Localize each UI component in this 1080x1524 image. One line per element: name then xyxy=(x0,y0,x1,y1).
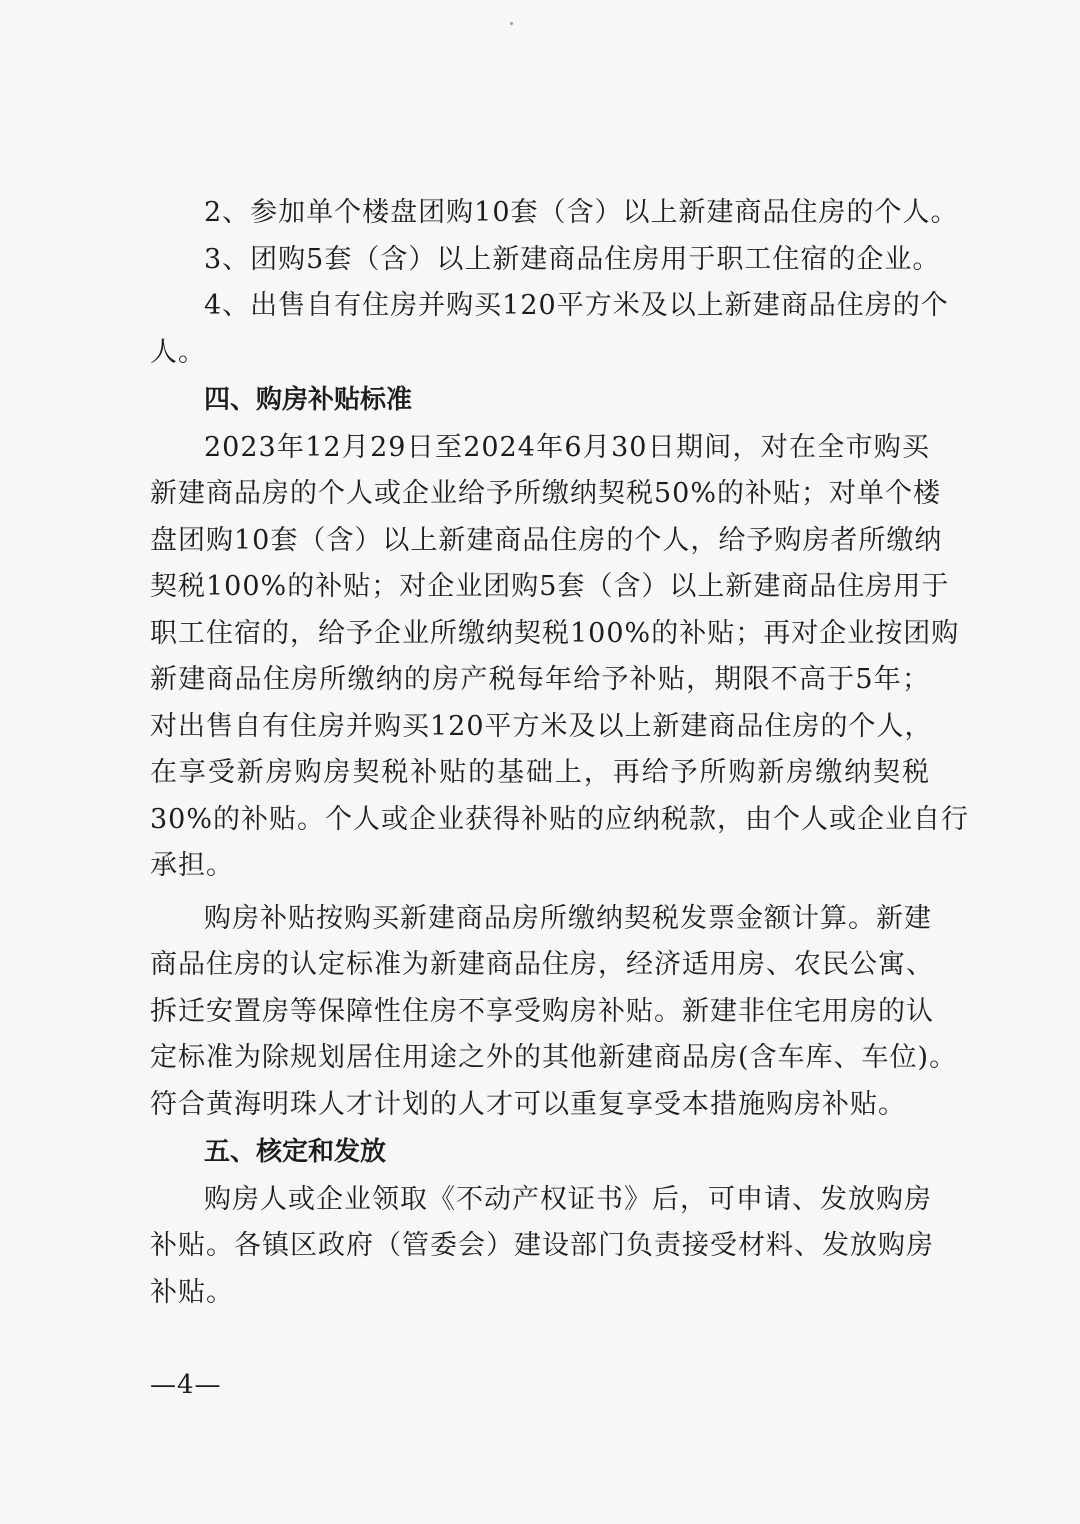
paragraph-line: 符合黄海明珠人才计划的人才可以重复享受本措施购房补贴。 xyxy=(150,1088,906,1120)
paragraph-line: 补贴。各镇区政府（管委会）建设部门负责接受材料、发放购房 xyxy=(150,1230,934,1261)
list-item-3: 3、团购5套（含）以上新建商品住房用于职工住宿的企业。 xyxy=(204,243,941,275)
paragraph-line: 拆迁安置房等保障性住房不享受购房补贴。新建非住宅用房的认 xyxy=(150,995,934,1027)
paragraph-line: 职工住宿的，给予企业所缴纳契税100%的补贴；再对企业按团购 xyxy=(150,617,960,649)
document-body xyxy=(150,190,970,1316)
paragraph-line: 补贴。 xyxy=(150,1276,234,1308)
paragraph-line: 30%的补贴。个人或企业获得补贴的应纳税款，由个人或企业自行 xyxy=(150,803,970,835)
paragraph-line: 购房人或企业领取《不动产权证书》后，可申请、发放购房 xyxy=(204,1183,932,1215)
list-item-2: 2、参加单个楼盘团购10套（含）以上新建商品住房的个人。 xyxy=(204,197,959,228)
paragraph-line: 对出售自有住房并购买120平方米及以上新建商品住房的个人， xyxy=(150,710,933,742)
paragraph-line: 定标准为除规划居住用途之外的其他新建商品房(含车库、车位)。 xyxy=(150,1042,958,1073)
paragraph-line: 在享受新房购房契税补贴的基础上，再给予所购新房缴纳契税 xyxy=(150,757,930,788)
list-item-4-line-1: 4、出售自有住房并购买120平方米及以上新建商品住房的个 xyxy=(204,290,949,321)
paragraph-line: 2023年12月29日至2024年6月30日期间，对在全市购买 xyxy=(204,431,930,463)
paragraph-line: 盘团购10套（含）以上新建商品住房的个人，给予购房者所缴纳 xyxy=(150,524,943,556)
paragraph-line: 商品住房的认定标准为新建商品住房，经济适用房、农民公寓、 xyxy=(150,949,934,980)
list-item-4-line-2: 人。 xyxy=(150,336,206,368)
paragraph-line: 承担。 xyxy=(150,850,234,881)
section-4-heading: 四、购房补贴标准 xyxy=(204,385,413,415)
paragraph-line: 购房补贴按购买新建商品房所缴纳契税发票金额计算。新建 xyxy=(204,902,932,934)
paragraph-line: 新建商品房的个人或企业给予所缴纳契税50%的补贴；对单个楼 xyxy=(150,478,942,509)
paragraph-line: 契税100%的补贴；对企业团购5套（含）以上新建商品住房用于 xyxy=(150,571,950,602)
page-number: —4— xyxy=(150,1370,222,1400)
paragraph-line: 新建商品住房所缴纳的房产税每年给予补贴，期限不高于5年； xyxy=(150,664,930,695)
section-5-heading: 五、核定和发放 xyxy=(204,1137,387,1167)
scan-speck xyxy=(510,22,513,25)
